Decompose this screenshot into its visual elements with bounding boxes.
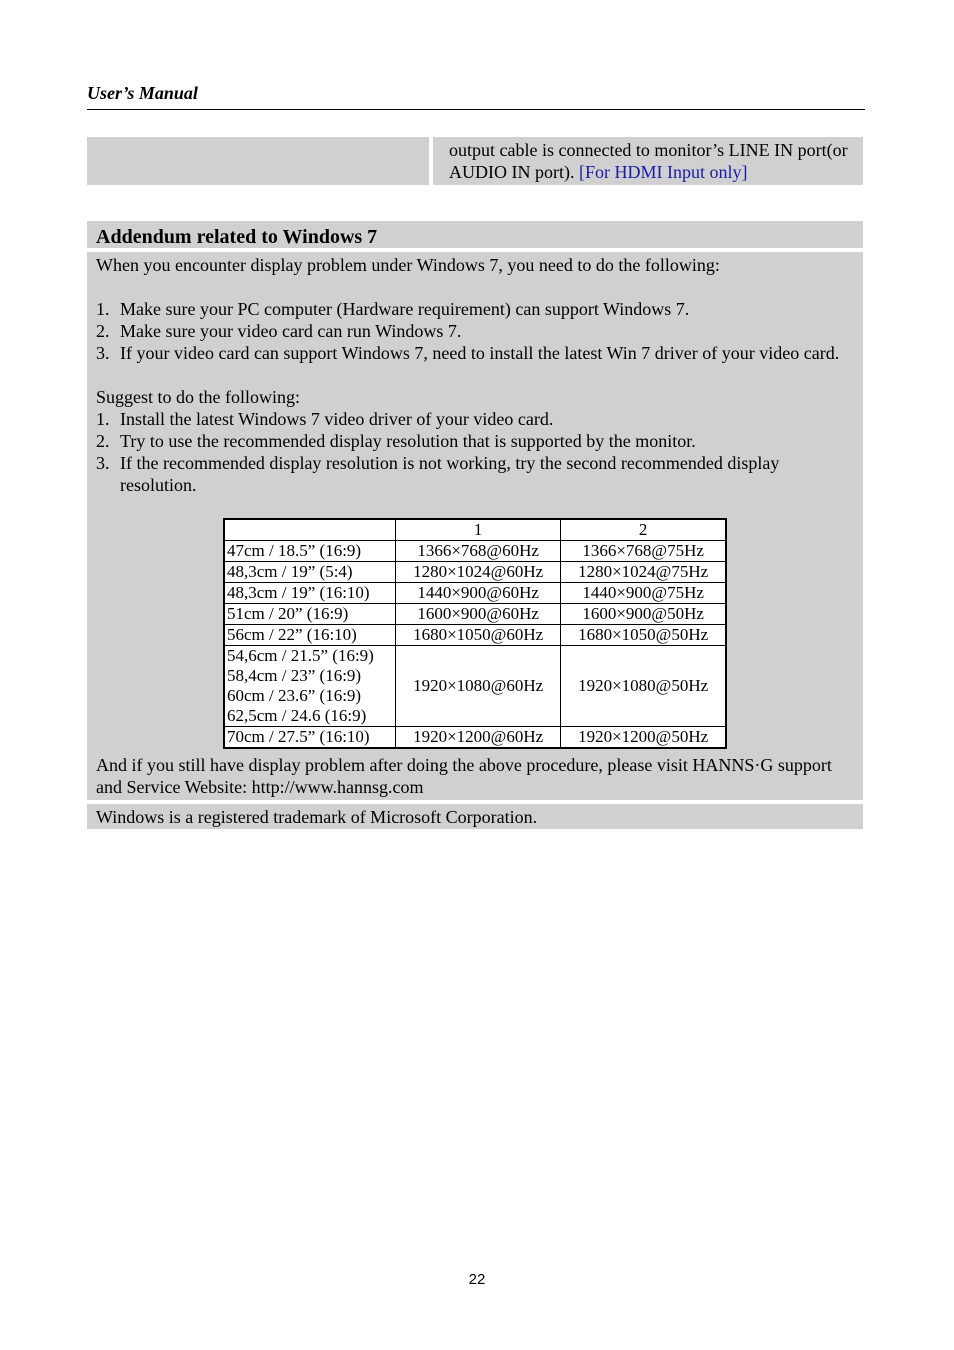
steps-list [96,298,851,364]
trademark-note: Windows is a registered trademark of Microsoft Corporation. [87,804,863,829]
list-item-number: 1. [96,299,110,319]
addendum-section [87,221,863,829]
screen-size-cell [224,562,396,583]
table-row [224,604,726,625]
screen-size-cell [224,583,396,604]
page-header [87,82,865,110]
list-item-text: Make sure your PC computer (Hardware requirement) can support Windows 7. [120,299,690,319]
table-header-row [224,519,726,541]
screen-size-cell [224,646,396,727]
recommended-resolution-1: 1920×1200@60Hz [396,727,561,749]
recommended-resolution-2: 1920×1200@50Hz [561,727,726,749]
screen-size-label: 48,3cm / 19” (16:10) [227,583,370,602]
recommended-resolution-2: 1600×900@50Hz [561,604,726,625]
recommended-resolution-2: 1440×900@75Hz [561,583,726,604]
screen-size-cell [224,541,396,562]
addendum-title: Addendum related to Windows 7 [87,221,863,252]
continued-table-left-cell [87,137,429,185]
recommended-resolution-1: 1280×1024@60Hz [396,562,561,583]
resolution-table [223,518,727,749]
list-item [96,342,851,364]
addendum-body [87,252,863,800]
list-item [96,320,851,342]
table-header-cell: 1 [396,519,561,541]
screen-size-cell [224,604,396,625]
list-item-text: Install the latest Windows 7 video driver of your video card. [120,409,554,429]
recommended-resolution-2: 1920×1080@50Hz [561,646,726,727]
screen-size-label: 56cm / 22” (16:10) [227,625,357,644]
list-item-number: 2. [96,321,110,341]
list-item-text: Try to use the recommended display resolution that is supported by the monitor. [120,431,696,451]
table-row [224,583,726,604]
screen-size-label: 54,6cm / 21.5” (16:9) [227,646,374,665]
table-header-cell: 2 [561,519,726,541]
closing-text: And if you still have display problem after doing the above procedure, please visit HANNS·G support and Service Website: http://www.hannsg.com [96,755,832,797]
screen-size-label: 70cm / 27.5” (16:10) [227,727,370,746]
screen-size-label: 60cm / 23.6” (16:9) [227,686,362,705]
recommended-resolution-1: 1600×900@60Hz [396,604,561,625]
recommended-resolution-2: 1280×1024@75Hz [561,562,726,583]
suggestions-list [96,408,851,496]
recommended-resolution-2: 1680×1050@50Hz [561,625,726,646]
list-item-text: If your video card can support Windows 7, need to install the latest Win 7 driver of your video card. [120,343,840,363]
list-item-number: 2. [96,431,110,451]
screen-size-cell [224,625,396,646]
list-item-text: If the recommended display resolution is not working, try the second recommended display resolution. [120,453,780,495]
list-item-text: Make sure your video card can run Windows 7. [120,321,462,341]
table-row [224,562,726,583]
screen-size-label: 47cm / 18.5” (16:9) [227,541,362,560]
list-item [96,298,851,320]
recommended-resolution-1: 1366×768@60Hz [396,541,561,562]
table-row [224,727,726,749]
list-item-number: 3. [96,343,110,363]
screen-size-label: 51cm / 20” (16:9) [227,604,349,623]
list-item [96,430,851,452]
continued-table [87,137,863,185]
list-item-number: 1. [96,409,110,429]
table-header-cell [224,519,396,541]
table-row [224,625,726,646]
output-cable-text: output cable is connected to monitor’s LINE IN port(or AUDIO IN port). [449,140,848,182]
list-item-number: 3. [96,453,110,473]
hdmi-note: [For HDMI Input only] [578,162,748,182]
header-title: User’s Manual [87,83,198,103]
suggest-heading: Suggest to do the following: [96,387,300,407]
recommended-resolution-1: 1920×1080@60Hz [396,646,561,727]
screen-size-label: 58,4cm / 23” (16:9) [227,666,362,685]
continued-table-right-cell [433,137,863,185]
screen-size-label: 62,5cm / 24.6 (16:9) [227,706,367,725]
screen-size-label: 48,3cm / 19” (5:4) [227,562,353,581]
table-row [224,541,726,562]
list-item [96,408,851,430]
recommended-resolution-1: 1440×900@60Hz [396,583,561,604]
recommended-resolution-2: 1366×768@75Hz [561,541,726,562]
list-item [96,452,851,496]
recommended-resolution-1: 1680×1050@60Hz [396,625,561,646]
addendum-intro: When you encounter display problem under Windows 7, you need to do the following: [96,255,720,275]
page-number: 22 [468,1271,486,1288]
screen-size-cell [224,727,396,749]
table-row [224,646,726,727]
